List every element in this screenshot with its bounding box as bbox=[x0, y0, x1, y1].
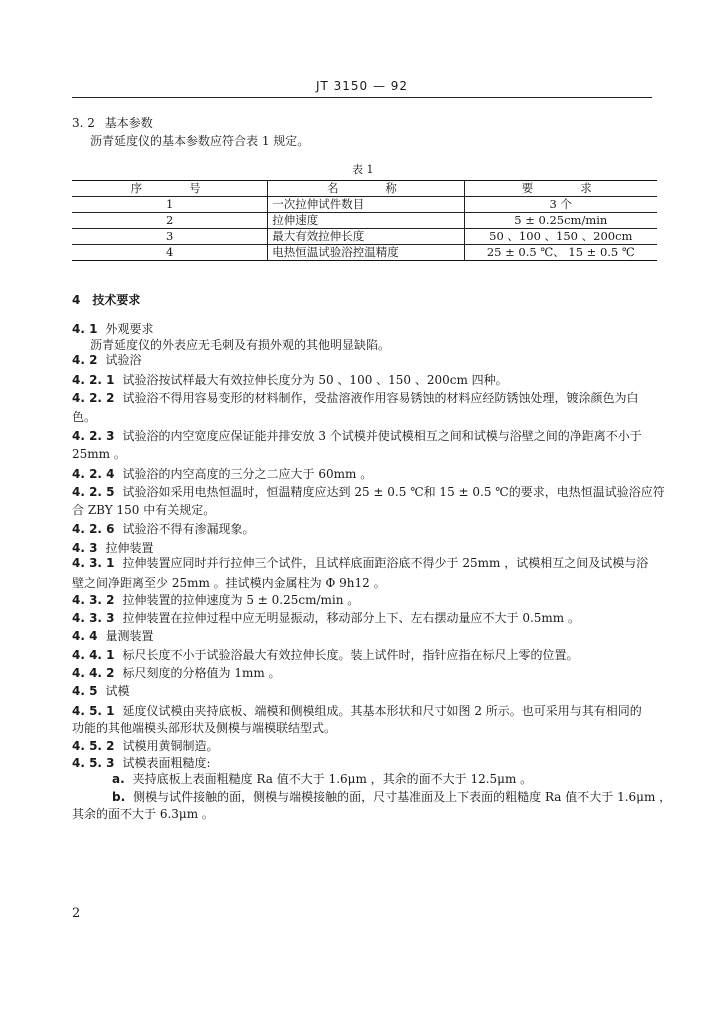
table-row bbox=[72, 197, 657, 213]
cell-no: 1 bbox=[72, 197, 268, 213]
section-title: 基本参数 bbox=[104, 116, 153, 130]
table-header-row bbox=[72, 181, 657, 197]
section-4-line bbox=[72, 592, 672, 609]
clause-number: 4. 5. 2 bbox=[72, 739, 115, 753]
clause-number: 4. 2. 3 bbox=[72, 429, 115, 443]
clause-text: 标尺刻度的分格值为 1mm 。 bbox=[122, 666, 281, 680]
clause-number: 4. 2. 2 bbox=[72, 391, 115, 405]
clause-text: 试验浴如采用电热恒温时，恒温精度应达到 25 ± 0.5 ℃和 15 ± 0.5 ℃的要求，电热恒温试验浴应符 bbox=[122, 485, 665, 499]
section-4-line bbox=[72, 390, 672, 407]
cell-req: 5 ± 0.25cm/min bbox=[464, 213, 657, 229]
section-4-line bbox=[72, 755, 672, 772]
clause-number: 4. 3 bbox=[72, 541, 98, 555]
section-4-line bbox=[72, 555, 672, 572]
table-row bbox=[72, 245, 657, 261]
section-3-2-text: 沥青延度仪的基本参数应符合表 1 规定。 bbox=[90, 134, 310, 148]
cell-no: 2 bbox=[72, 213, 268, 229]
section-4-line bbox=[72, 428, 672, 445]
clause-text: 色。 bbox=[72, 410, 97, 424]
clause-number: b. bbox=[112, 790, 126, 804]
cell-name: 拉伸速度 bbox=[268, 213, 464, 229]
clause-text: 拉伸装置在拉伸过程中应无明显振动，移动部分上下、左右摆动量应不大于 0.5mm 。 bbox=[122, 611, 581, 625]
clause-number: 4. 2. 1 bbox=[72, 373, 115, 387]
clause-text: 外观要求 bbox=[105, 322, 154, 336]
cell-name: 电热恒温试验浴控温精度 bbox=[268, 245, 464, 261]
cell-req: 25 ± 0.5 ℃、 15 ± 0.5 ℃ bbox=[464, 245, 657, 261]
table-caption: 表 1 bbox=[352, 163, 374, 176]
section-4-line bbox=[72, 647, 672, 664]
clause-text: 夹持底板上表面粗糙度 Ra 值不大于 1.6μm ，其余的面不大于 12.5μm 。 bbox=[132, 772, 533, 786]
section-4-line bbox=[72, 610, 672, 627]
section-4-heading: 4 技术要求 bbox=[72, 293, 141, 307]
clause-number: 4. 2. 4 bbox=[72, 467, 115, 481]
section-4-line bbox=[72, 352, 672, 369]
section-4-line bbox=[72, 446, 672, 463]
section-4-line bbox=[72, 738, 672, 755]
header-name: 名 称 bbox=[268, 181, 464, 197]
clause-number: 4. 4 bbox=[72, 629, 98, 643]
clause-number: 4. 5. 3 bbox=[72, 756, 115, 770]
clause-text: 试验浴按试样最大有效拉伸长度分为 50 、100 、150 、200cm 四种。 bbox=[122, 373, 508, 387]
section-4-line bbox=[72, 720, 672, 737]
cell-name: 最大有效拉伸长度 bbox=[268, 229, 464, 245]
section-number: 3. 2 bbox=[72, 116, 95, 130]
table-row bbox=[72, 213, 657, 229]
section-4-line bbox=[72, 521, 672, 538]
cell-name: 一次拉伸试件数目 bbox=[268, 197, 464, 213]
clause-text: 拉伸装置应同时并行拉伸三个试件，且试样底面距浴底不得少于 25mm ，试模相互之间及试模与浴 bbox=[122, 556, 649, 570]
clause-text: 试验浴不得有渗漏现象。 bbox=[122, 522, 255, 536]
page-number: 2 bbox=[72, 906, 81, 921]
clause-number: 4. 1 bbox=[72, 322, 98, 336]
clause-text: 试验浴不得用容易变形的材料制作，受盐溶液作用容易锈蚀的材料应经防锈蚀处理，镀涂颜色为白 bbox=[122, 391, 639, 405]
header-no: 序 号 bbox=[72, 181, 268, 197]
section-3-2-heading bbox=[72, 115, 672, 132]
cell-no: 4 bbox=[72, 245, 268, 261]
clause-text: 合 ZBY 150 中有关规定。 bbox=[72, 503, 216, 517]
section-4-line bbox=[72, 575, 672, 592]
cell-req: 50 、100 、150 、200cm bbox=[464, 229, 657, 245]
clause-number: 4. 4. 1 bbox=[72, 648, 115, 662]
section-4-line bbox=[72, 806, 672, 823]
clause-text: 拉伸装置的拉伸速度为 5 ± 0.25cm/min 。 bbox=[122, 593, 360, 607]
clause-number: 4. 3. 1 bbox=[72, 556, 115, 570]
section-4-line bbox=[72, 321, 672, 338]
clause-text: 试验浴的内空宽度应保证能并排安放 3 个试模并使试模相互之间和试模与浴壁之间的净距离不小于 bbox=[122, 429, 642, 443]
clause-number: 4. 2. 6 bbox=[72, 522, 115, 536]
clause-text: 试模用黄铜制造。 bbox=[122, 739, 219, 753]
table-row bbox=[72, 229, 657, 245]
section-4-line bbox=[72, 628, 672, 645]
section-4-line bbox=[72, 484, 672, 501]
clause-text: 试验浴的内空高度的三分之二应大于 60mm 。 bbox=[122, 467, 373, 481]
clause-number: 4. 3. 3 bbox=[72, 611, 115, 625]
standard-code-header: JT 3150 — 92 bbox=[315, 79, 409, 93]
section-4-line bbox=[72, 771, 712, 788]
section-4-line bbox=[72, 665, 672, 682]
clause-text: 壁之间净距离至少 25mm 。挂试模内金属柱为 Φ 9h12 。 bbox=[72, 576, 386, 590]
clause-number: 4. 3. 2 bbox=[72, 593, 115, 607]
clause-text: 拉伸装置 bbox=[105, 541, 154, 555]
header-rule bbox=[72, 97, 652, 98]
clause-text: 试模表面粗糙度: bbox=[122, 756, 211, 770]
clause-text: 侧模与试件接触的面，侧模与端模接触的面，尺寸基准面及上下表面的粗糙度 Ra 值不大于 1.6μm ， bbox=[133, 790, 672, 804]
section-4-line bbox=[72, 502, 672, 519]
clause-text: 延度仪试模由夹持底板、端模和侧模组成。其基本形状和尺寸如图 2 所示。也可采用与其有相同的 bbox=[122, 704, 642, 718]
clause-number: 4. 5 bbox=[72, 684, 98, 698]
section-4-line bbox=[72, 683, 672, 700]
clause-text: 试验浴 bbox=[105, 353, 142, 367]
clause-text: 沥青延度仪的外表应无毛刺及有损外观的其他明显缺陷。 bbox=[90, 338, 391, 352]
clause-number: 4. 5. 1 bbox=[72, 704, 115, 718]
clause-text: 标尺长度不小于试验浴最大有效拉伸长度。装上试件时，指针应指在标尺上零的位置。 bbox=[122, 648, 579, 662]
clause-number: 4. 4. 2 bbox=[72, 666, 115, 680]
section-4-line bbox=[72, 409, 672, 426]
section-4-line bbox=[72, 789, 712, 806]
section-4-line bbox=[72, 466, 672, 483]
clause-number: a. bbox=[112, 772, 125, 786]
section-4-line bbox=[72, 703, 672, 720]
header-req: 要 求 bbox=[464, 181, 657, 197]
clause-number: 4. 2. 5 bbox=[72, 485, 115, 499]
clause-text: 试模 bbox=[105, 684, 130, 698]
cell-no: 3 bbox=[72, 229, 268, 245]
clause-text: 量测装置 bbox=[105, 629, 154, 643]
parameters-table bbox=[72, 180, 657, 261]
cell-req: 3 个 bbox=[464, 197, 657, 213]
clause-text: 其余的面不大于 6.3μm 。 bbox=[72, 807, 214, 821]
clause-text: 功能的其他端模头部形状及侧模与端模联结型式。 bbox=[72, 721, 337, 735]
clause-text: 25mm 。 bbox=[72, 447, 126, 461]
clause-number: 4. 2 bbox=[72, 353, 98, 367]
section-4-line bbox=[72, 372, 672, 389]
